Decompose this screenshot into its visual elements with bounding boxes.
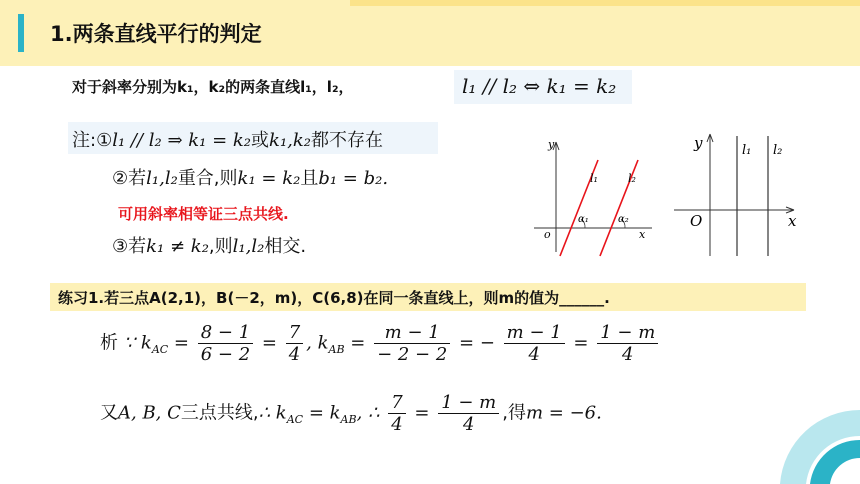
note-2 [112, 164, 388, 190]
sol1-sub-ac: AC [151, 343, 169, 357]
note1-math2: k₁,k₂ [269, 130, 311, 151]
fig1-l1-label: l₁ [590, 172, 598, 185]
solution-line-1: 析 ∵ $k_{AC}$ = $\frac{8 - 1}{6 - 2}$ = $\frac{7}{4}$ , $k_{AB}$ = $\frac{m - 1}{- 2 - 2}$ = − $\frac{m - 1}{4}$ = $\frac{1 - m}{4}$ [100, 322, 661, 365]
note3-math2: l₁,l₂ [232, 236, 265, 257]
note3-suffix: 相交. [264, 236, 307, 257]
page-title: 1.两条直线平行的判定 [50, 22, 262, 46]
frac-3: $\frac{m - 1}{- 2 - 2}$ [374, 322, 450, 365]
figure-vertical-lines [670, 128, 810, 258]
sol2-points: A, B, C [118, 402, 181, 424]
note2-math3: b₁ = b₂. [318, 168, 389, 189]
solution-line-2: 又A, B, C三点共线,∴ $k_{AC} = k_{AB}$, ∴ $\frac{7}{4}$ = $\frac{1 - m}{4}$ ,得m = −6. [100, 392, 602, 435]
sol2-sub-ab: AB [340, 413, 357, 427]
sol1-because: ∵ k [123, 332, 152, 354]
note2-mid2: 且 [300, 168, 319, 189]
note1-math: l₁ // l₂ ⇒ k₁ = k₂ [112, 130, 252, 151]
frac-5: $\frac{1 - m}{4}$ [597, 322, 658, 365]
frac-2: $\frac{7}{4}$ [286, 322, 303, 365]
note-3 [112, 232, 306, 258]
parallel-formula: l₁ // l₂ ⇔ k₁ = k₂ [462, 74, 617, 98]
note-1 [72, 126, 383, 152]
sol2-prefix: 又 [100, 402, 118, 424]
top-strip [350, 0, 860, 6]
intro-text: 对于斜率分别为k₁，k₂的两条直线l₁，l₂， [72, 78, 354, 96]
sol2-mid: 三点共线, [180, 402, 259, 424]
frac-1: $\frac{8 - 1}{6 - 2}$ [198, 322, 253, 365]
fig1-y-label: y [548, 138, 555, 151]
fig1-l2-label: l₂ [628, 172, 636, 185]
fig2-l1-label: l₁ [742, 143, 752, 158]
note3-math: k₁ ≠ k₂ [146, 236, 209, 257]
frac-6: $\frac{7}{4}$ [388, 392, 405, 435]
figure-intersecting-slopes [520, 130, 660, 260]
note3-prefix: ③若 [112, 236, 147, 257]
frac-4: $\frac{m - 1}{4}$ [504, 322, 565, 365]
note1-prefix: 注:① [72, 130, 113, 151]
fig2-x-label: x [788, 212, 797, 230]
note1-suffix: 都不存在 [311, 130, 383, 151]
fig1-alpha1-label: α₁ [578, 214, 589, 225]
note2-prefix: ②若 [112, 168, 147, 189]
sol2-sub-ac: AC [286, 413, 304, 427]
fig2-y-label: y [694, 134, 703, 152]
exercise-text: 练习1.若三点A(2,1)，B(－2，m)，C(6,8)在同一条直线上，则m的值为______. [58, 289, 610, 307]
fig2-origin-label: O [690, 212, 703, 230]
sol2-comma: , ∴ [356, 402, 380, 424]
sol2-therefore: ∴ k [258, 402, 287, 424]
title-accent [18, 14, 24, 52]
note3-mid: ,则 [208, 236, 233, 257]
sol2-result: m = −6. [525, 402, 602, 424]
fig1-origin-label: o [544, 228, 551, 241]
fig1-alpha2-label: α₂ [618, 214, 629, 225]
frac-7: $\frac{1 - m}{4}$ [438, 392, 499, 435]
note1-mid: 或 [251, 130, 270, 151]
sol2-get: ,得 [502, 402, 526, 424]
fig1-x-label: x [639, 228, 646, 241]
note2-math2: k₁ = k₂ [237, 168, 301, 189]
fig2-l2-label: l₂ [773, 143, 783, 158]
sol1-sub-ab: AB [328, 343, 345, 357]
sol2-eq: = k [303, 402, 341, 424]
sol1-k2: , k [306, 332, 329, 354]
note2-math: l₁,l₂ [146, 168, 178, 189]
note2-mid: 重合,则 [177, 168, 238, 189]
red-hint: 可用斜率相等证三点共线. [118, 205, 289, 223]
corner-decoration [760, 400, 860, 484]
sol1-prefix: 析 [100, 332, 118, 354]
